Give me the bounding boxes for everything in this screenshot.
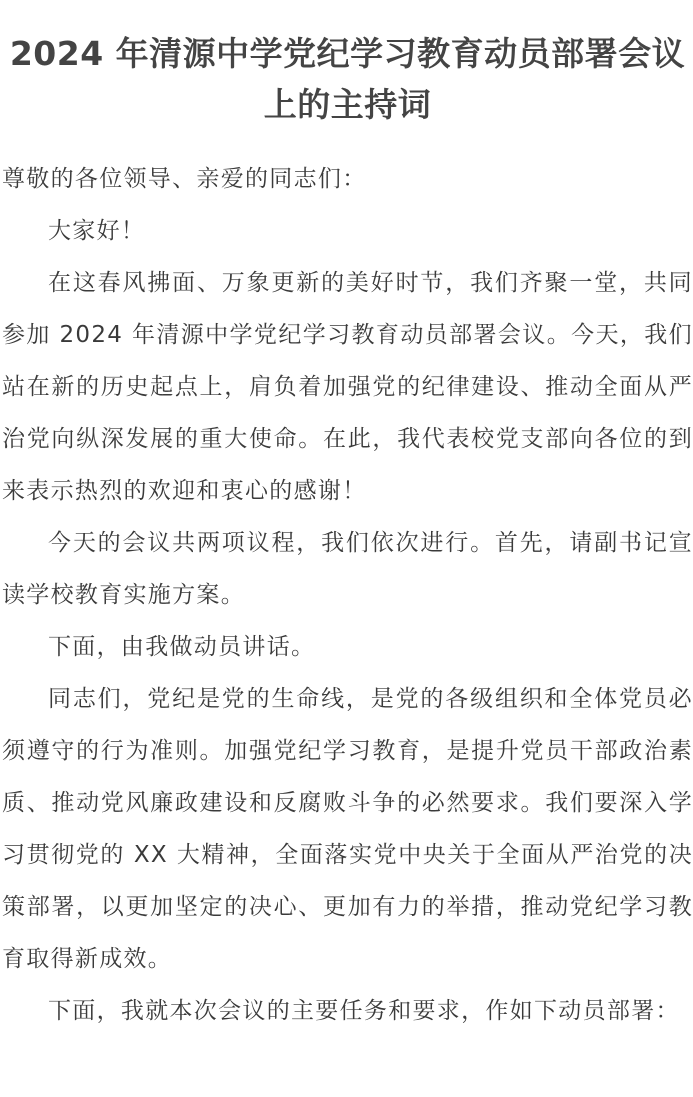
speech-paragraph: 同志们，党纪是党的生命线，是党的各级组织和全体党员必须遵守的行为准则。加强党纪学习教育，是提升党员干部政治素质、推动党风廉政建设和反腐败斗争的必然要求。我们要深入学习贯彻党的 XX 大精神，全面落实党中央关于全面从严治党的决策部署，以更加坚定的决心、更加有力的举措，推动党纪学习教育取得新成效。 — [2, 686, 693, 972]
document-title: 2024 年清源中学党纪学习教育动员部署会议上的主持词 — [9, 34, 686, 124]
greeting-paragraph: 大家好！ — [48, 218, 146, 244]
agenda-paragraph: 今天的会议共两项议程，我们依次进行。首先，请副书记宣读学校教育实施方案。 — [2, 530, 693, 608]
opening-paragraph: 在这春风拂面、万象更新的美好时节，我们齐聚一堂，共同参加 2024 年清源中学党纪学习教育动员部署会议。今天，我们站在新的历史起点上，肩负着加强党的纪律建设、推动全面从严治党向纵深发展的重大使命。在此，我代表校党支部向各位的到来表示热烈的欢迎和衷心的感谢！ — [2, 270, 693, 504]
deployment-paragraph: 下面，我就本次会议的主要任务和要求，作如下动员部署： — [48, 998, 680, 1024]
transition-paragraph: 下面，由我做动员讲话。 — [48, 634, 316, 660]
salutation-paragraph: 尊敬的各位领导、亲爱的同志们： — [2, 166, 367, 192]
document-body — [2, 153, 693, 1037]
